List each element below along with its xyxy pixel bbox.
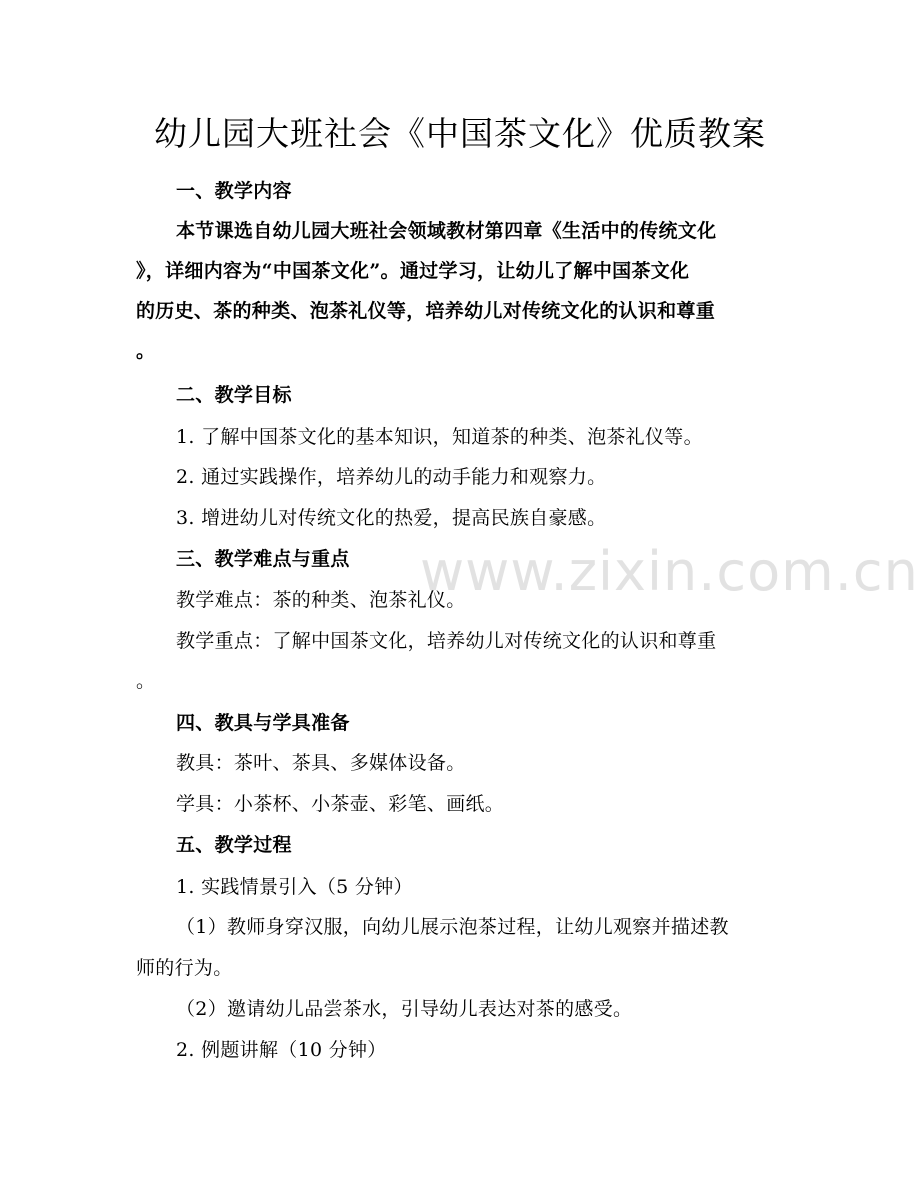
list-item: 3. 增进幼儿对传统文化的热爱，提高民族自豪感。 [176, 507, 607, 529]
watermark: www.zixin.com.cn [420, 540, 919, 603]
paragraph-line: （1）教师身穿汉服，向幼儿展示泡茶过程，让幼儿观察并描述教 [176, 916, 729, 938]
paragraph-line: 。 [136, 670, 156, 692]
list-item: 1. 实践情景引入（5 分钟） [176, 876, 413, 898]
list-item: 2. 例题讲解（10 分钟） [176, 1039, 387, 1061]
section-heading-content: 一、教学内容 [176, 180, 292, 202]
paragraph-line: 》，详细内容为“中国茶文化”。通过学习，让幼儿了解中国茶文化 [136, 260, 690, 282]
paragraph-line: （2）邀请幼儿品尝茶水，引导幼儿表达对茶的感受。 [176, 998, 633, 1020]
section-heading-difficulty: 三、教学难点与重点 [176, 548, 350, 570]
paragraph-line: 教具：茶叶、茶具、多媒体设备。 [176, 752, 466, 774]
list-item: 2. 通过实践操作，培养幼儿的动手能力和观察力。 [176, 466, 607, 488]
section-heading-process: 五、教学过程 [176, 834, 292, 856]
paragraph-line: 学具：小茶杯、小茶壶、彩笔、画纸。 [176, 793, 505, 815]
paragraph-line: 本节课选自幼儿园大班社会领域教材第四章《生活中的传统文化 [176, 220, 717, 242]
document-title: 幼儿园大班社会《中国茶文化》优质教案 [154, 114, 766, 153]
paragraph-line: 师的行为。 [136, 957, 233, 979]
paragraph-line: 的历史、茶的种类、泡茶礼仪等，培养幼儿对传统文化的认识和尊重 [136, 300, 716, 322]
list-item: 1. 了解中国茶文化的基本知识，知道茶的种类、泡茶礼仪等。 [176, 426, 703, 448]
paragraph-line: 。 [136, 340, 156, 362]
paragraph-line: 教学重点：了解中国茶文化，培养幼儿对传统文化的认识和尊重 [176, 630, 717, 652]
section-heading-materials: 四、教具与学具准备 [176, 712, 350, 734]
section-heading-goals: 二、教学目标 [176, 384, 292, 406]
paragraph-line: 教学难点：茶的种类、泡茶礼仪。 [176, 589, 466, 611]
